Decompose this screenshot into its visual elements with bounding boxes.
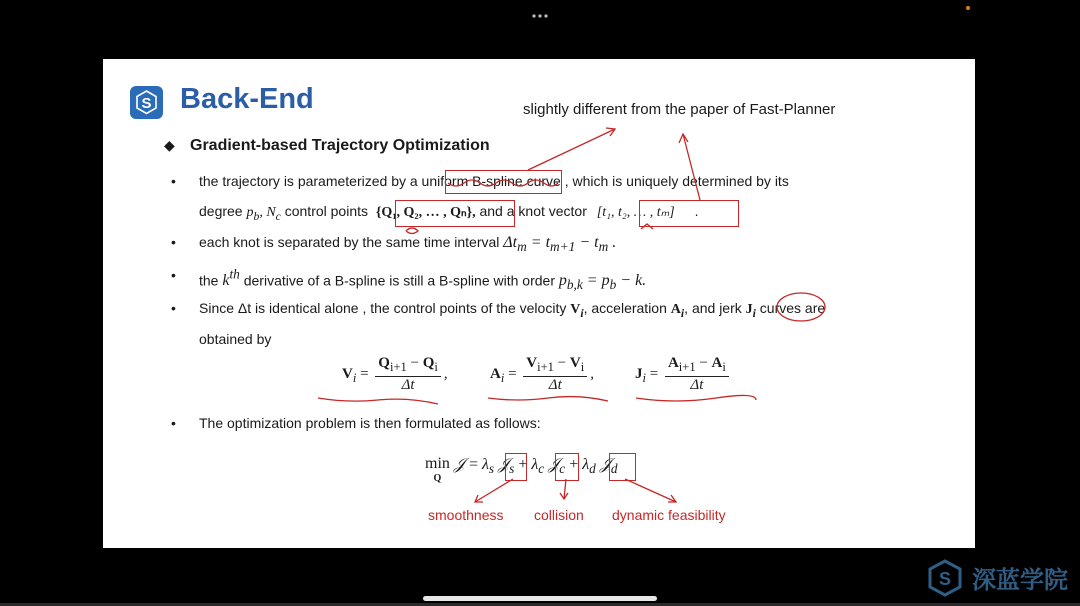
bullet-dot: •: [171, 173, 176, 189]
control-points-set: {Q₁, Q₂, … , Qₙ},: [375, 205, 476, 220]
bullet-2-text: each knot is separated by the same time interval: [199, 234, 500, 250]
slide: [103, 59, 975, 548]
bullet-1-prefix: the trajectory is parameterized by a: [199, 173, 422, 189]
bullet-dot: •: [171, 300, 176, 316]
knot-vector: [t₁, t₂, … , tₘ]: [596, 205, 675, 220]
collision-label: collision: [534, 507, 584, 523]
bullet-4-prefix: Since Δt is identical alone , the control points of the velocity: [199, 300, 567, 316]
bullet-5: The optimization problem is then formulated as follows:: [199, 415, 541, 431]
pb-symbol: $p_b$, $N_c$: [246, 205, 281, 223]
bullet-dot: •: [171, 415, 176, 431]
bullet-1-line-2: degree $p_b$, $N_c$ control points {Q₁, Q₂, … , Qₙ}, and a knot vector [t₁, t₂, … , tₘ] .: [199, 203, 699, 223]
dynamic-feasibility-label: dynamic feasibility: [612, 507, 726, 523]
bullet-3-text: derivative of a B-spline is still a B-spline with order: [243, 272, 555, 289]
velocity-formula: $V_i$ = $\frac{Q_{i+1} - Q_i}{\Delta t}$ ,: [342, 355, 448, 393]
time-interval-formula: $\Delta t_m = t_{m+1} - t_m$ .: [503, 234, 617, 255]
control-points-text: control points: [284, 203, 369, 219]
bullet-dot: •: [171, 267, 176, 283]
slide-title: Back-End: [180, 83, 314, 115]
ji-symbol: $J_i$: [745, 302, 756, 320]
kth-symbol: $k^{th}$: [222, 267, 240, 290]
bullet-4-line-2: obtained by: [199, 331, 272, 347]
ai-symbol: $A_i$: [670, 302, 685, 320]
acceleration-formula: $A_i$ = $\frac{V_{i+1} - V_i}{\Delta t}$ ,: [490, 355, 594, 393]
annotation-strokes: [103, 59, 975, 548]
bullet-4-line-1: Since Δt is identical alone , the control points of the velocity $V_i$, acceleration $A_i$, and jerk $J_i$ curves are: [199, 300, 826, 320]
bullet-4-suffix: curves are: [759, 300, 826, 316]
bullet-1-suffix: curve , which is uniquely determined by its: [522, 173, 789, 189]
svg-text:S: S: [938, 569, 952, 589]
jerk-formula: $J_i$ = $\frac{A_{i+1} - A_i}{\Delta t}$: [635, 355, 732, 394]
acceleration-text: acceleration: [591, 300, 667, 316]
vi-symbol: $V_i$: [570, 302, 584, 320]
degree-text: degree: [199, 203, 243, 219]
svg-text:S: S: [141, 95, 152, 112]
bullet-dot: •: [171, 234, 176, 250]
watermark-text: 深蓝学院: [972, 566, 1068, 594]
recording-dot-icon: [966, 6, 970, 10]
bullet-3-prefix: the: [199, 272, 219, 289]
home-indicator[interactable]: [423, 596, 657, 601]
diamond-bullet-icon: ◆: [164, 137, 175, 153]
uniform-bspline-text: uniform B-spline: [421, 173, 523, 189]
smoothness-label: smoothness: [428, 507, 504, 523]
objective-formula: min Q 𝒥 = $\lambda_s$ 𝒥$_s$ + $\lambda_c$ 𝒥$_c$ + $\lambda_d$ 𝒥$_d$: [425, 455, 618, 484]
shenlan-logo-icon: [925, 558, 965, 598]
and-text: and: [691, 300, 716, 316]
order-formula: $p_{b,k} = p_b - k$.: [558, 272, 647, 293]
jerk-text: jerk: [719, 300, 742, 316]
more-dots-icon[interactable]: [532, 6, 548, 12]
knot-vector-label: and a knot vector: [479, 203, 587, 219]
annotation-note: slightly different from the paper of Fast-Planner: [523, 101, 836, 118]
section-heading: Gradient-based Trajectory Optimization: [190, 137, 490, 154]
